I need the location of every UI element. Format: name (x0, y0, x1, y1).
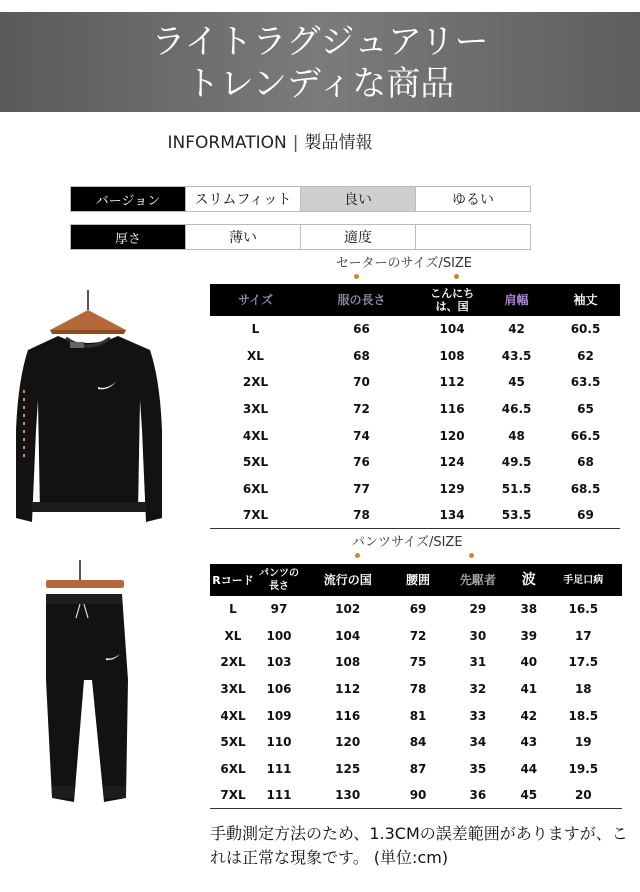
table-row (210, 782, 622, 809)
table-cell: 87 (409, 761, 427, 776)
table-cell: 120 (335, 735, 361, 750)
section-title (0, 128, 540, 153)
info-jp: 製品情報 (304, 133, 373, 153)
info-separator: | (292, 133, 299, 153)
table-cell: 43.5 (501, 348, 532, 363)
header-waist: 腰囲 (393, 564, 442, 596)
table-row (210, 676, 622, 703)
table-cell: 66.5 (570, 428, 601, 443)
table-cell: 19 (574, 735, 592, 750)
table-cell: L (251, 322, 260, 337)
table-cell: 69 (409, 602, 427, 617)
table-cell: 65 (577, 402, 594, 417)
table-cell: 70 (353, 375, 370, 390)
table-cell: 7XL (210, 782, 256, 809)
header-length: 服の長さ (301, 284, 422, 316)
table-cell: 97 (270, 602, 288, 617)
table-cell: 111 (256, 782, 302, 809)
pants-size-caption (352, 531, 463, 550)
table-row (210, 649, 622, 676)
table-cell: 40 (520, 655, 538, 670)
table-cell: 39 (520, 628, 538, 643)
table-cell: 130 (302, 782, 393, 809)
table-cell: 103 (266, 655, 292, 670)
table-header-row (210, 564, 622, 596)
version-option-slim: スリムフィット (186, 187, 301, 211)
thickness-option-empty (416, 225, 530, 249)
header-wave: 波 (513, 564, 545, 596)
table-cell: 38 (520, 602, 538, 617)
table-cell: 78 (301, 502, 422, 529)
table-cell: 7XL (210, 502, 301, 529)
table-row (210, 449, 620, 476)
table-cell: 69 (551, 502, 620, 529)
table-cell: 63.5 (570, 375, 601, 390)
table-cell: 19.5 (568, 761, 599, 776)
banner-line-1: ライトラグジュアリー (151, 22, 489, 62)
title-banner (0, 12, 640, 112)
thickness-option-moderate: 適度 (301, 225, 416, 249)
table-row (210, 316, 620, 343)
table-cell: 84 (409, 735, 427, 750)
table-cell: 3XL (220, 682, 246, 697)
header-country: 流行の国 (302, 564, 393, 596)
caption-dot-icon (354, 274, 359, 279)
table-cell: 102 (335, 602, 361, 617)
table-cell: 125 (335, 761, 361, 776)
table-cell: 106 (266, 682, 292, 697)
table-row (210, 396, 620, 423)
table-row (210, 623, 622, 650)
table-cell: 104 (439, 322, 465, 337)
header-sleeve: 袖丈 (551, 284, 620, 316)
header-shoulder: 肩幅 (482, 284, 551, 316)
table-cell: 76 (353, 455, 370, 470)
table-cell: 18 (574, 682, 592, 697)
header-pioneer: 先駆者 (443, 564, 513, 596)
table-cell: 5XL (220, 735, 246, 750)
table-row (210, 502, 620, 529)
table-cell: 108 (335, 655, 361, 670)
table-header-row (210, 284, 620, 316)
table-cell: 36 (443, 782, 513, 809)
table-row (210, 756, 622, 783)
table-cell: 100 (266, 628, 292, 643)
table-row (210, 596, 622, 623)
table-cell: 18.5 (568, 708, 599, 723)
table-cell: 109 (266, 708, 292, 723)
table-row (210, 343, 620, 370)
table-cell: 29 (469, 602, 487, 617)
table-cell: 111 (266, 761, 292, 776)
header-size: サイズ (210, 284, 301, 316)
header-hfmd: 手足口病 (545, 564, 622, 596)
table-cell: 2XL (242, 375, 269, 390)
table-cell: 17.5 (568, 655, 599, 670)
table-row (210, 476, 620, 503)
table-cell: 49.5 (501, 455, 532, 470)
table-cell: 4XL (220, 708, 246, 723)
table-cell: 6XL (242, 481, 269, 496)
table-row (210, 422, 620, 449)
table-cell: 75 (409, 655, 427, 670)
table-cell: 17 (574, 628, 592, 643)
pants-on-hanger-image (40, 560, 140, 816)
table-cell: 66 (353, 322, 370, 337)
sweater-on-hanger-image (10, 290, 170, 530)
table-cell: 35 (469, 761, 487, 776)
table-cell: 45 (513, 782, 545, 809)
table-cell: 3XL (242, 402, 269, 417)
table-cell: 51.5 (501, 481, 532, 496)
table-cell: 129 (439, 481, 465, 496)
table-cell: 108 (439, 348, 465, 363)
table-cell: 112 (439, 375, 465, 390)
table-cell: 2XL (220, 655, 246, 670)
table-cell: 44 (520, 761, 538, 776)
table-cell: 72 (353, 402, 370, 417)
table-cell: 20 (545, 782, 622, 809)
table-cell: 48 (508, 428, 525, 443)
table-cell: 42 (520, 708, 538, 723)
version-option-good: 良い (301, 187, 416, 211)
thickness-option-thin: 薄い (186, 225, 301, 249)
header-chest: こんにちは、国 (422, 284, 482, 316)
table-cell: 32 (469, 682, 487, 697)
sweater-size-table (210, 284, 620, 529)
sweater-caption-text: セーターのサイズ/SIZE (336, 256, 473, 271)
version-label: バージョン (71, 187, 186, 211)
table-row (210, 702, 622, 729)
table-cell: 110 (266, 735, 292, 750)
table-cell: 134 (422, 502, 482, 529)
table-cell: 30 (469, 628, 487, 643)
table-cell: 124 (439, 455, 465, 470)
table-cell: 31 (469, 655, 487, 670)
table-cell: 90 (393, 782, 442, 809)
table-cell: 120 (439, 428, 465, 443)
info-en: INFORMATION (167, 133, 287, 153)
table-cell: 33 (469, 708, 487, 723)
banner-line-2: トレンディな商品 (185, 64, 455, 104)
table-cell: 4XL (242, 428, 269, 443)
table-cell: 112 (335, 682, 361, 697)
table-row (210, 729, 622, 756)
header-pants-length: パンツの長さ (256, 564, 302, 596)
table-cell: 42 (508, 322, 525, 337)
table-cell: 41 (520, 682, 538, 697)
table-cell: 77 (353, 481, 370, 496)
thickness-label: 厚さ (71, 225, 186, 249)
version-attribute-row (70, 186, 531, 212)
table-cell: 62 (577, 348, 594, 363)
table-cell: 45 (508, 375, 525, 390)
table-cell: 116 (439, 402, 465, 417)
table-cell: XL (224, 628, 242, 643)
header-code: Rコード (210, 564, 256, 596)
caption-dot-icon (469, 553, 474, 558)
table-cell: 6XL (220, 761, 246, 776)
table-cell: 81 (409, 708, 427, 723)
measurement-note: 手動測定方法のため、1.3CMの誤差範囲がありますが、これは正常な現象です。 (単位:cm) (210, 824, 628, 867)
thickness-attribute-row (70, 224, 531, 250)
table-cell: 104 (335, 628, 361, 643)
table-cell: XL (247, 348, 264, 363)
pants-caption-text: パンツサイズ/SIZE (352, 535, 463, 550)
table-cell: 72 (409, 628, 427, 643)
table-cell: 78 (409, 682, 427, 697)
table-row (210, 369, 620, 396)
table-cell: 53.5 (482, 502, 551, 529)
caption-dot-icon (355, 553, 360, 558)
table-cell: 116 (335, 708, 361, 723)
sweater-size-caption (336, 252, 472, 271)
table-cell: 34 (469, 735, 487, 750)
table-cell: 60.5 (570, 322, 601, 337)
table-cell: 16.5 (568, 602, 599, 617)
table-cell: 68 (353, 348, 370, 363)
table-cell: 74 (353, 428, 370, 443)
table-cell: 68.5 (570, 481, 601, 496)
version-option-loose: ゆるい (452, 192, 494, 208)
table-cell: 46.5 (501, 402, 532, 417)
table-cell: 68 (577, 455, 594, 470)
table-cell: 5XL (242, 455, 269, 470)
table-cell: 43 (520, 735, 538, 750)
caption-dot-icon (454, 274, 459, 279)
table-cell: L (229, 602, 237, 617)
pants-size-table (210, 564, 622, 809)
